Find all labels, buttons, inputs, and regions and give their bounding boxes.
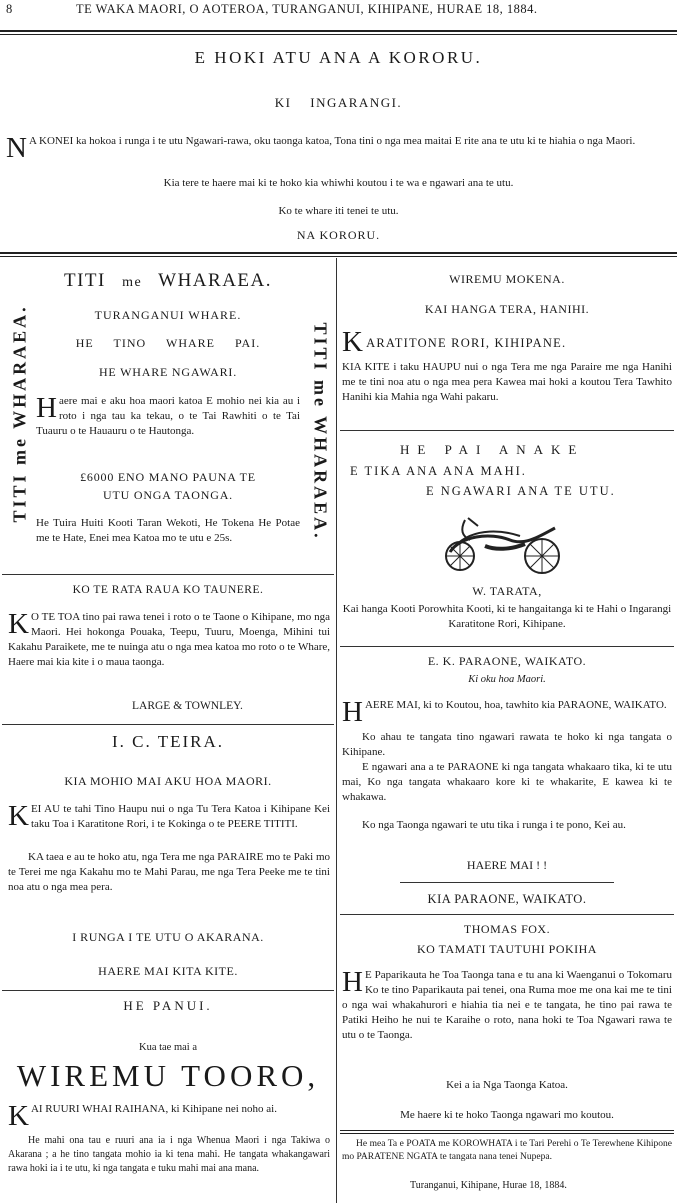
panui-para1-text: AI RUURI WHAI RAIHANA, ki Kihipane nei noho ai. bbox=[30, 1103, 277, 1115]
paraone-para1 bbox=[342, 696, 672, 728]
kororu-para2: Kia tere te haere mai ki te hoko kia whiwhi koutou i te wa e ngawari ana te utu. bbox=[163, 177, 514, 189]
header-rule-thin bbox=[0, 34, 677, 35]
titi-side-right: TITI me WHARAEA. bbox=[310, 322, 331, 541]
paraone-para4: Ko nga Taonga ngawari te utu tika i runga i te pono, Kei au. bbox=[362, 819, 626, 831]
paraone-para3: E ngawari ana a te PARAONE ki nga tangata whakaaro tika, ki te utu mai, Ko nga tangata whakaaro kore ki te whakarite, E kawea ki te whakawa. bbox=[342, 761, 672, 803]
dropcap: N bbox=[6, 132, 27, 164]
separator-short bbox=[400, 882, 614, 883]
paraone-haere: HAERE MAI ! ! bbox=[466, 858, 548, 872]
fox-line1: Kei a ia Nga Taonga Katoa. bbox=[446, 1079, 568, 1091]
teira-line1: I RUNGA I TE UTU O AKARANA. bbox=[72, 930, 264, 944]
dropcap: H bbox=[342, 696, 363, 728]
titi-heading-me: me bbox=[122, 275, 143, 290]
separator bbox=[2, 724, 334, 725]
fox-para-text: E Paparikauta he Toa Taonga tana e tu ana ki Waenganui o Tokomaru Ko te tino Paparikauta pai tenei, ona Ruma moe me ona kai me te tini o nga wai whakahurori e hiahia tia nei e te tangata, he tino pai rawa te Patiki Heiho he nui te Karaihe o roto, nana hoki te Toa Ngawari rawa te utu o te Taonga. bbox=[342, 969, 672, 1041]
panui-para2: He mahi ona tau e ruuri ana ia i nga Whenua Maori i nga Takiwa o Akarana ; a he tino tangata mohio ia ki tena mahi. He tangata whakangawari rawa hoki ia i te utu, ki nga tangata e tuku mahi mai ana mana. bbox=[8, 1135, 330, 1174]
rata-para-text: O TE TOA tino pai rawa tenei i roto o te Taone o Kihipane, mo nga Maori. Hei hokonga Pouaka, Teepu, Tuuru, Moenga, Mihini tui Kakahu Paraikete, me te nuinga atu o nga mea katoa mo roto o te Whare, Haere mai kia kite i o maua taonga. bbox=[8, 611, 330, 668]
fox-para bbox=[342, 968, 672, 1043]
separator bbox=[2, 574, 334, 575]
imprint-place: Turanganui, Kihipane, Hurae 18, 1884. bbox=[410, 1180, 567, 1191]
teira-heading: I. C. TEIRA. bbox=[112, 732, 224, 751]
panui-sub: Kua tae mai a bbox=[138, 1042, 197, 1053]
titi-heading-b: WHARAEA. bbox=[158, 270, 272, 291]
section-rule-thin bbox=[0, 256, 677, 257]
column-divider bbox=[336, 258, 337, 1203]
mokena-street: ARATITONE RORI, KIHIPANE. bbox=[366, 336, 567, 350]
rata-signature: LARGE & TOWNLEY. bbox=[132, 700, 243, 712]
titi-side-left: TITI me WHARAEA. bbox=[9, 304, 30, 523]
section-rule bbox=[0, 252, 677, 254]
titi-heading-a: TITI bbox=[63, 270, 106, 291]
fox-line2: Me haere ki te hoko Taonga ngawari mo koutou. bbox=[400, 1109, 614, 1121]
paraone-para1-text: AERE MAI, ki to Koutou, hoa, tawhito kia PARAONE, WAIKATO. bbox=[364, 699, 667, 711]
kororu-heading: E HOKI ATU ANA A KORORU. bbox=[194, 48, 483, 67]
separator bbox=[340, 914, 674, 915]
kororu-para3: Ko te whare iti tenei te utu. bbox=[278, 205, 399, 217]
dropcap: K bbox=[342, 326, 365, 358]
fox-heading: THOMAS FOX. bbox=[463, 922, 551, 936]
titi-para-text: aere mai e aku hoa maori katoa E mohio nei kia au i roto i nga tau ka tekau, o te Tai Rawhiti o te Tai Tuauru o te Hauauru o te Hautonga. bbox=[36, 395, 300, 437]
mokena-heading: WIREMU MOKENA. bbox=[449, 272, 565, 286]
imprint-para: He mea Ta e POATA me KOROWHATA i te Tari Perehi o Te Terewhene Kihipone mo PARATENE NGATA te tangata nana tenei Nupepa. bbox=[342, 1139, 672, 1162]
titi-para bbox=[36, 394, 300, 439]
teira-line2: HAERE MAI KITA KITE. bbox=[98, 964, 238, 978]
carriage-illustration bbox=[430, 506, 570, 578]
dropcap: K bbox=[8, 1100, 29, 1132]
kororu-subheading: KI INGARANGI. bbox=[274, 95, 403, 110]
mokena-sub: KAI HANGA TERA, HANIHI. bbox=[424, 302, 590, 316]
titi-line3: HE WHARE NGAWARI. bbox=[98, 365, 238, 379]
mokena-para: KIA KITE i taku HAUPU nui o nga Tera me nga Paraire me nga Hanihi me te tini noa atu o nga mea pera Kawea mai hoki a koutou Tera Tawhito Hanihi kia Mahia nga Wahi pakaru. bbox=[342, 361, 672, 403]
fox-sub: KO TAMATI TAUTUHI POKIHA bbox=[417, 942, 597, 956]
header-rule bbox=[0, 30, 677, 32]
teira-sub: KIA MOHIO MAI AKU HOA MAORI. bbox=[64, 774, 272, 788]
dropcap: H bbox=[342, 966, 363, 998]
page-number: 8 bbox=[6, 2, 13, 16]
titi-price2: UTU ONGA TAONGA. bbox=[103, 488, 233, 502]
masthead-title: TE WAKA MAORI, O AOTEROA, TURANGANUI, KIHIPANE, HURAE 18, 1884. bbox=[76, 2, 538, 16]
panui-para1 bbox=[8, 1100, 330, 1132]
panui-name: WIREMU TOORO, bbox=[16, 1058, 320, 1093]
dropcap: K bbox=[8, 800, 29, 832]
dropcap: H bbox=[36, 392, 57, 424]
panui-heading: HE PANUI. bbox=[123, 998, 213, 1013]
tarata-para: Kai hanga Kooti Porowhita Kooti, ki te hangaitanga ki te Hahi o Ingarangi Karatitone Rori, Kihipane. bbox=[342, 603, 672, 630]
kororu-para1: A KONEI ka hokoa i runga i te utu Ngawari-rawa, oku taonga katoa, Tona tini o nga mea maitai E rite ana te utu ki te hiahia o nga Maori. bbox=[28, 135, 636, 147]
tarata-line2: E TIKA ANA ANA MAHI. bbox=[350, 464, 527, 478]
paraone-heading: E. K. PARAONE, WAIKATO. bbox=[427, 654, 587, 668]
titi-line1: TURANGANUI WHARE. bbox=[94, 308, 242, 322]
rata-heading: KO TE RATA RAUA KO TAUNERE. bbox=[72, 584, 264, 596]
dropcap: K bbox=[8, 608, 29, 640]
titi-price1: £6000 ENO MANO PAUNA TE bbox=[80, 470, 256, 484]
tarata-line3: E NGAWARI ANA TE UTU. bbox=[426, 484, 616, 498]
teira-para1 bbox=[8, 802, 330, 832]
paraone-sig: KIA PARAONE, WAIKATO. bbox=[427, 892, 587, 906]
titi-para2: He Tuira Huiti Kooti Taran Wekoti, He Tokena He Potae me te Hate, Enei mea Katoa mo te utu e 25s. bbox=[36, 517, 300, 544]
teira-para2: KA taea e au te hoko atu, nga Tera me nga PARAIRE mo te Paki mo te Terei me nga Kakahu mo te Mahi Parau, me nga Tera Peeke me te tini noa atu o nga mea pera. bbox=[8, 851, 330, 893]
kororu-body bbox=[6, 132, 666, 164]
separator bbox=[2, 990, 334, 991]
tarata-line1: HE PAI ANAKE bbox=[400, 442, 585, 457]
titi-heading bbox=[2, 270, 334, 292]
separator bbox=[340, 430, 674, 431]
kororu-signature: NA KORORU. bbox=[296, 228, 381, 242]
separator bbox=[340, 1130, 674, 1131]
separator-thin bbox=[340, 1133, 674, 1134]
paraone-para2: Ko ahau te tangata tino ngawari rawata te hoko ki nga tangata o Kihipane. bbox=[342, 731, 672, 758]
teira-para1-text: EI AU te tahi Tino Haupu nui o nga Tu Tera Katoa i Kihipane Kei taku Toa i Karatitone Rori, i te Kokinga o te PEERE TITITI. bbox=[30, 803, 330, 830]
mokena-street-line bbox=[342, 326, 672, 358]
rata-para bbox=[8, 610, 330, 670]
paraone-sub: Ki oku hoa Maori. bbox=[468, 674, 546, 685]
separator bbox=[340, 646, 674, 647]
titi-line2: HE TINO WHARE PAI. bbox=[75, 336, 261, 350]
tarata-name: W. TARATA, bbox=[472, 584, 542, 598]
